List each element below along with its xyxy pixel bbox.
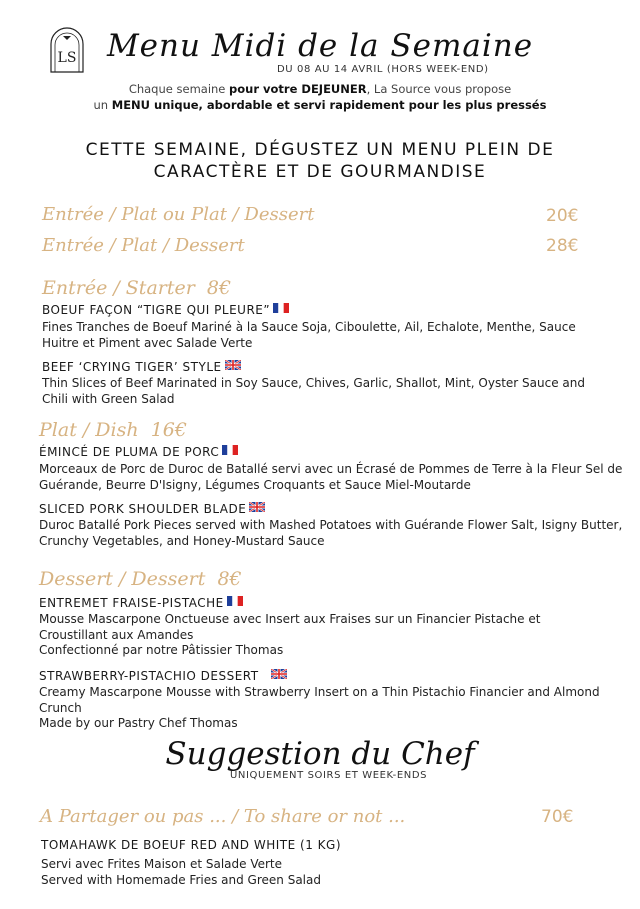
main-en-desc: Duroc Batallé Pork Pieces served with Mashed Potatoes with Guérande Flower Salt, Isigny Butter, Crunchy Vegetables, and Honey-Mustard Sauce	[39, 518, 623, 548]
uk-flag-icon	[225, 360, 241, 370]
date-range: DU 08 AU 14 AVRIL (HORS WEEK-END)	[277, 64, 489, 75]
dessert-en-chef: Made by our Pastry Chef Thomas	[39, 716, 238, 730]
formula-label-1: Entrée / Plat ou Plat / Dessert	[42, 204, 315, 225]
week-headline: CETTE SEMAINE, DÉGUSTEZ UN MENU PLEIN DE CARACTÈRE ET DE GOURMANDISE	[85, 140, 555, 182]
french-flag-icon	[222, 445, 238, 455]
formula-label-2: Entrée / Plat / Dessert	[42, 235, 245, 256]
uk-flag-icon	[249, 502, 265, 512]
starter-en-title: BEEF ‘CRYING TIGER’ STYLE	[42, 360, 241, 374]
tomahawk-desc-fr: Servi avec Frites Maison et Salade Verte	[41, 857, 282, 871]
dessert-heading: Dessert / Dessert 8€	[39, 568, 242, 590]
dessert-en-desc: Creamy Mascarpone Mousse with Strawberry Insert on a Thin Pistachio Financier and Almond Crunch	[39, 685, 600, 715]
french-flag-icon	[227, 596, 243, 606]
dessert-fr-chef: Confectionné par notre Pâtissier Thomas	[39, 643, 284, 657]
share-price: 70€	[541, 807, 574, 827]
dessert-en-title: STRAWBERRY-PISTACHIO DESSERT	[39, 669, 287, 683]
starter-fr-desc: Fines Tranches de Boeuf Mariné à la Sauce Soja, Ciboulette, Ail, Echalote, Menthe, Sauce Huitre et Piment avec Salade Verte	[42, 320, 576, 350]
dessert-fr-title: ENTREMET FRAISE-PISTACHE	[39, 596, 243, 610]
tomahawk-title: TOMAHAWK DE BOEUF RED AND WHITE (1 KG)	[41, 838, 341, 852]
chef-suggestion-subtitle: UNIQUEMENT SOIRS ET WEEK-ENDS	[230, 770, 428, 781]
main-en-title: SLICED PORK SHOULDER BLADE	[39, 502, 265, 516]
intro-line-2: un MENU unique, abordable et servi rapidement pour les plus pressés	[93, 98, 547, 112]
dessert-fr-desc: Mousse Mascarpone Onctueuse avec Insert aux Fraises sur un Financier Pistache et Croustillant aux Amandes	[39, 612, 541, 642]
main-fr-desc: Morceaux de Porc de Duroc de Batallé servi avec un Écrasé de Pommes de Terre à la Fleur Sel de Guérande, Beurre D'Isigny, Légumes Croquants et Sauce Miel-Moutarde	[39, 462, 623, 492]
chef-suggestion-title: Suggestion du Chef	[165, 736, 475, 772]
formula-price-1: 20€	[546, 206, 579, 226]
main-fr-title: ÉMINCÉ DE PLUMA DE PORC	[39, 445, 238, 459]
starter-fr-title: BOEUF FAÇON “TIGRE QUI PLEURE”	[42, 303, 289, 317]
svg-text:LS: LS	[57, 50, 77, 66]
tomahawk-desc-en: Served with Homemade Fries and Green Salad	[41, 873, 321, 887]
starter-heading: Entrée / Starter 8€	[42, 277, 232, 299]
formula-price-2: 28€	[546, 236, 579, 256]
uk-flag-icon	[271, 669, 287, 679]
french-flag-icon	[273, 303, 289, 313]
share-label: A Partager ou pas ... / To share or not ...	[40, 806, 406, 827]
page-title: Menu Midi de la Semaine	[106, 28, 534, 64]
main-heading: Plat / Dish 16€	[39, 419, 187, 441]
starter-en-desc: Thin Slices of Beef Marinated in Soy Sauce, Chives, Garlic, Shallot, Mint, Oyster Sauce and Chili with Green Salad	[42, 376, 585, 406]
intro-line-1: Chaque semaine pour votre DEJEUNER, La Source vous propose	[128, 82, 512, 96]
